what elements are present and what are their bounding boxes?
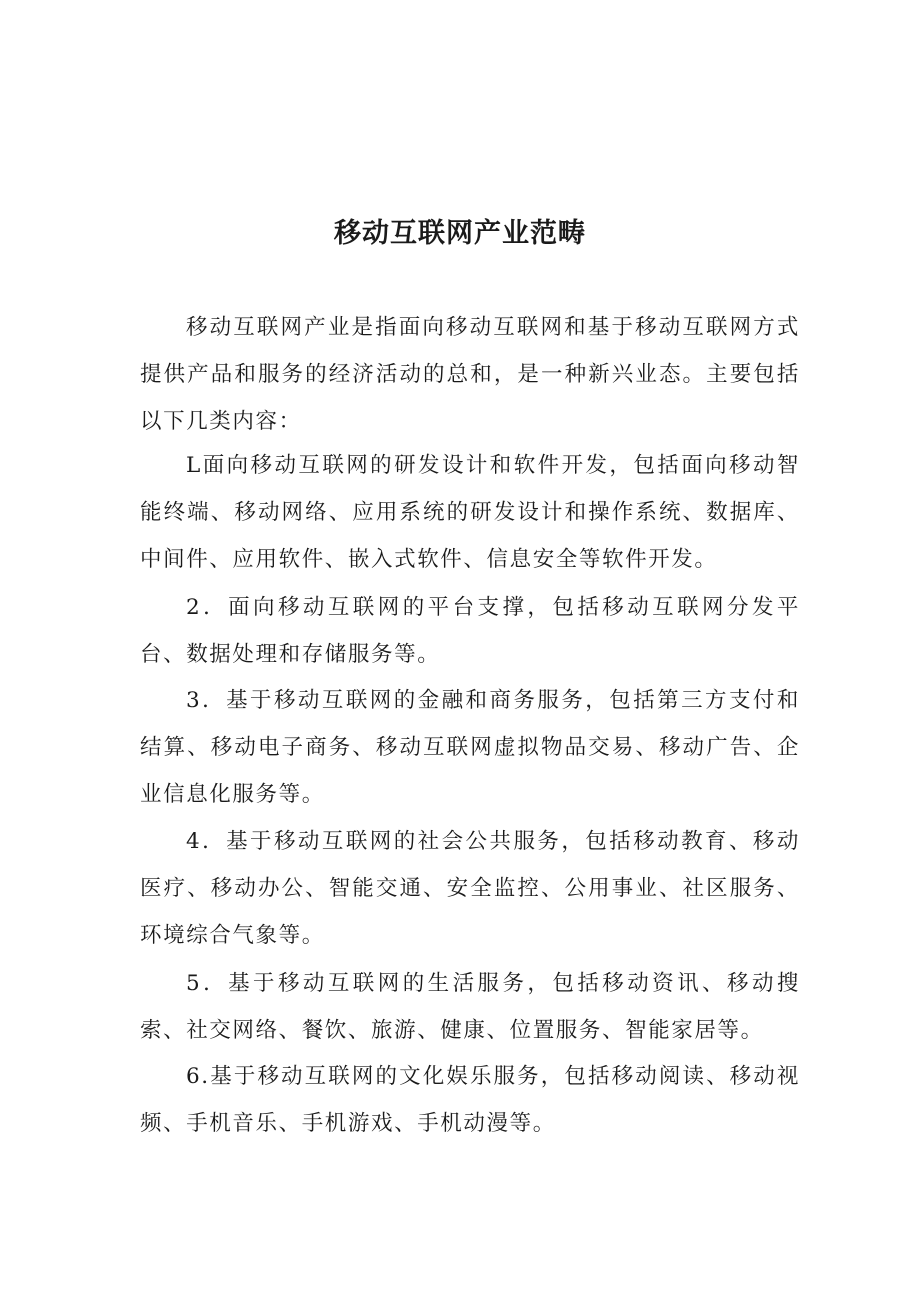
list-item-6: 6.基于移动互联网的文化娱乐服务，包括移动阅读、移动视频、手机音乐、手机游戏、手机动漫等。: [140, 1064, 800, 1136]
intro-paragraph: 移动互联网产业是指面向移动互联网和基于移动互联网方式提供产品和服务的经济活动的总和，是一种新兴业态。主要包括以下几类内容：: [140, 315, 800, 434]
list-item-4: 4．基于移动互联网的社会公共服务，包括移动教育、移动医疗、移动办公、智能交通、安全监控、公用事业、社区服务、环境综合气象等。: [140, 829, 800, 948]
page-title: 移动互联网产业范畴: [334, 218, 586, 249]
list-item-1: L面向移动互联网的研发设计和软件开发，包括面向移动智能终端、移动网络、应用系统的研发设计和操作系统、数据库、中间件、应用软件、嵌入式软件、信息安全等软件开发。: [140, 453, 800, 572]
list-item-2: 2．面向移动互联网的平台支撑，包括移动互联网分发平台、数据处理和存储服务等。: [140, 595, 800, 667]
list-item-5: 5．基于移动互联网的生活服务，包括移动资讯、移动搜索、社交网络、餐饮、旅游、健康、位置服务、智能家居等。: [140, 971, 800, 1043]
list-item-3: 3．基于移动互联网的金融和商务服务，包括第三方支付和结算、移动电子商务、移动互联网虚拟物品交易、移动广告、企业信息化服务等。: [140, 688, 800, 807]
